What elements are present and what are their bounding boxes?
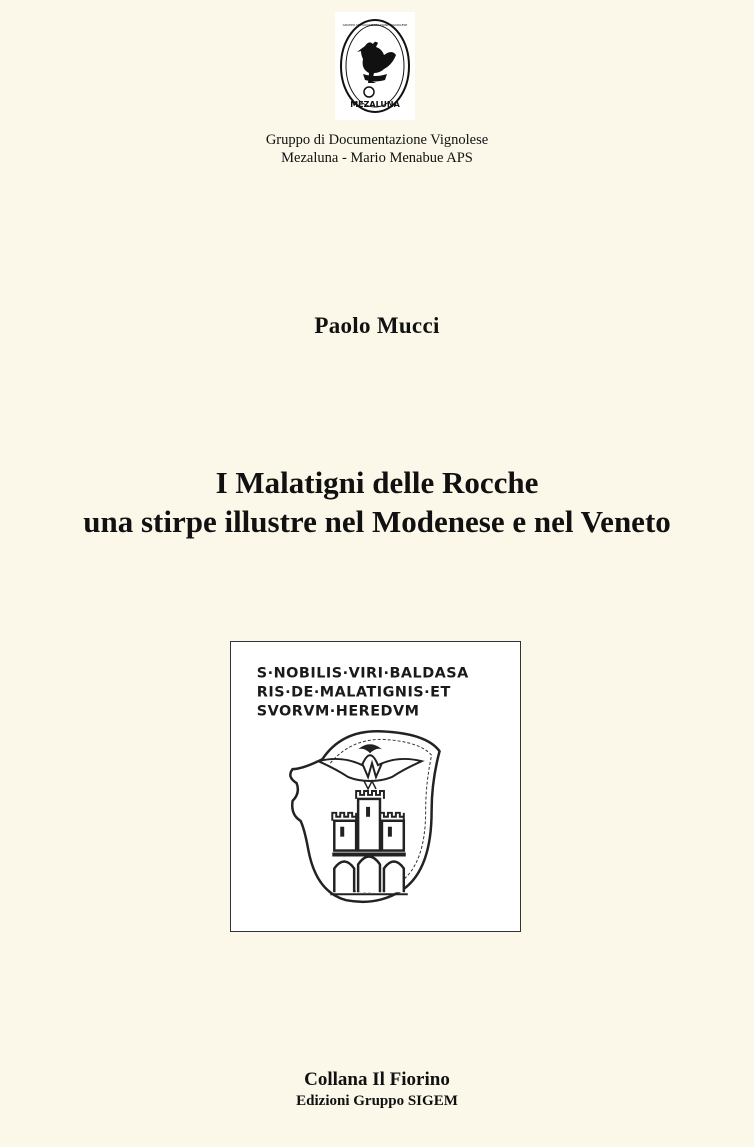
edition-name: Edizioni Gruppo SIGEM	[296, 1093, 458, 1109]
publisher-line-2: Mezaluna - Mario Menabue APS	[281, 150, 473, 166]
inscription-line-3: SVORVM·HEREDVM	[256, 703, 420, 720]
author-name: Paolo Mucci	[314, 313, 440, 338]
series-name: Collana Il Fiorino	[304, 1069, 450, 1090]
coat-of-arms-plate	[230, 641, 521, 932]
publisher-block	[0, 131, 754, 167]
inscription-line-1: S·NOBILIS·VIRI·BALDASA	[256, 665, 469, 682]
rooster-emblem-icon	[335, 12, 415, 120]
footer-block	[0, 1069, 754, 1111]
coat-of-arms-icon	[231, 642, 520, 931]
publisher-line-1: Gruppo di Documentazione Vignolese	[265, 132, 489, 148]
title-line-2: una stirpe illustre nel Modenese e nel Veneto	[83, 504, 671, 539]
title-line-1: I Malatigni delle Rocche	[215, 465, 539, 500]
inscription-line-2: RIS·DE·MALATIGNIS·ET	[256, 684, 451, 701]
logo-top-text: GRUPPO DI DOCUMENTAZIONE VIGNOLESE	[342, 23, 408, 27]
book-title	[0, 463, 754, 541]
logo-text: MEZALUNA	[350, 100, 400, 109]
mezaluna-logo	[335, 12, 415, 120]
